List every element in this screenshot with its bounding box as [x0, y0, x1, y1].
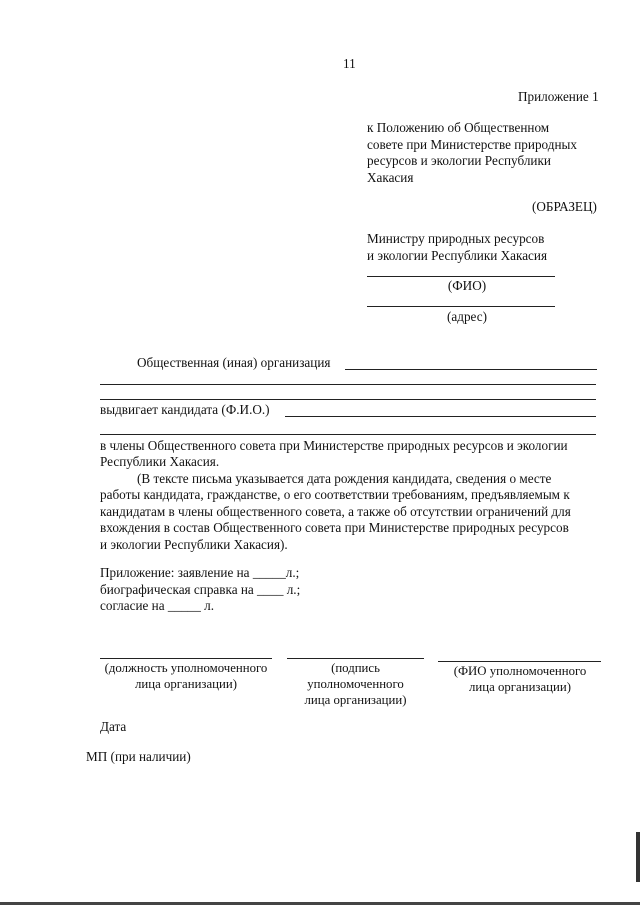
membership-line: Республики Хакасия.	[100, 454, 220, 470]
instructions-line: вхождения в состав Общественного совета при Министерстве природных ресурсов	[100, 520, 569, 536]
candidate-underline	[285, 416, 596, 417]
fio-signature-line	[438, 661, 601, 662]
position-signature-line	[100, 658, 272, 659]
membership-line: в члены Общественного совета при Министерстве природных ресурсов и экологии	[100, 438, 568, 453]
signature-caption-line: лица организации)	[304, 693, 407, 707]
fio-caption-signature	[436, 663, 604, 695]
addressee-block	[367, 231, 547, 264]
blank-line	[100, 384, 596, 385]
instructions-paragraph	[100, 471, 598, 553]
instructions-line: (В тексте письма указывается дата рождения кандидата, сведения о месте	[137, 471, 552, 486]
signature-line	[287, 658, 424, 659]
appendix-ref-line: к Положению об Общественном	[367, 120, 550, 135]
signature-caption-line: (подпись	[331, 661, 380, 675]
membership-text	[100, 438, 598, 471]
addressee-line: и экологии Республики Хакасия	[367, 247, 548, 263]
date-label: Дата	[100, 719, 127, 734]
appendix-title: Приложение 1	[518, 89, 599, 104]
appendix-ref-line: совете при Министерстве природных	[367, 136, 577, 152]
position-caption-line: (должность уполномоченного	[104, 661, 268, 675]
position-caption	[96, 660, 276, 692]
stamp-label: МП (при наличии)	[86, 749, 191, 764]
page-number: 11	[343, 56, 356, 71]
organization-underline	[345, 369, 597, 370]
attachment-line: согласие на _____ л.	[100, 598, 215, 613]
fio-caption-line: лица организации)	[469, 680, 571, 694]
blank-line	[100, 434, 596, 435]
scan-edge-mark	[636, 832, 640, 882]
address-underline	[367, 306, 555, 307]
appendix-ref-line: ресурсов и экологии Республики	[367, 153, 551, 168]
position-caption-line: лица организации)	[135, 677, 237, 691]
attachment-line: биографическая справка на ____ л.;	[100, 581, 301, 597]
organization-label: Общественная (иная) организация	[137, 355, 331, 370]
addressee-line: Министру природных ресурсов	[367, 231, 545, 246]
blank-line	[100, 399, 596, 400]
instructions-line: работы кандидата, гражданстве, о его соответствии требованиям, предъявляемым к	[100, 487, 570, 503]
appendix-reference	[367, 120, 577, 186]
fio-caption: (ФИО)	[447, 278, 487, 293]
instructions-line: и экологии Республики Хакасия).	[100, 536, 288, 552]
address-caption: (адрес)	[447, 309, 487, 324]
nominates-label: выдвигает кандидата (Ф.И.О.)	[100, 402, 270, 417]
attachments-block	[100, 565, 300, 615]
attachment-line: Приложение: заявление на _____л.;	[100, 565, 300, 580]
fio-underline	[367, 276, 555, 277]
sample-mark: (ОБРАЗЕЦ)	[532, 199, 597, 214]
appendix-ref-line: Хакасия	[367, 169, 414, 185]
fio-caption-line: (ФИО уполномоченного	[453, 664, 587, 678]
signature-caption	[287, 660, 424, 708]
instructions-line: кандидатам в члены общественного совета, а также об отсутствии ограничений для	[100, 503, 571, 519]
signature-caption-line: уполномоченного	[307, 677, 404, 691]
